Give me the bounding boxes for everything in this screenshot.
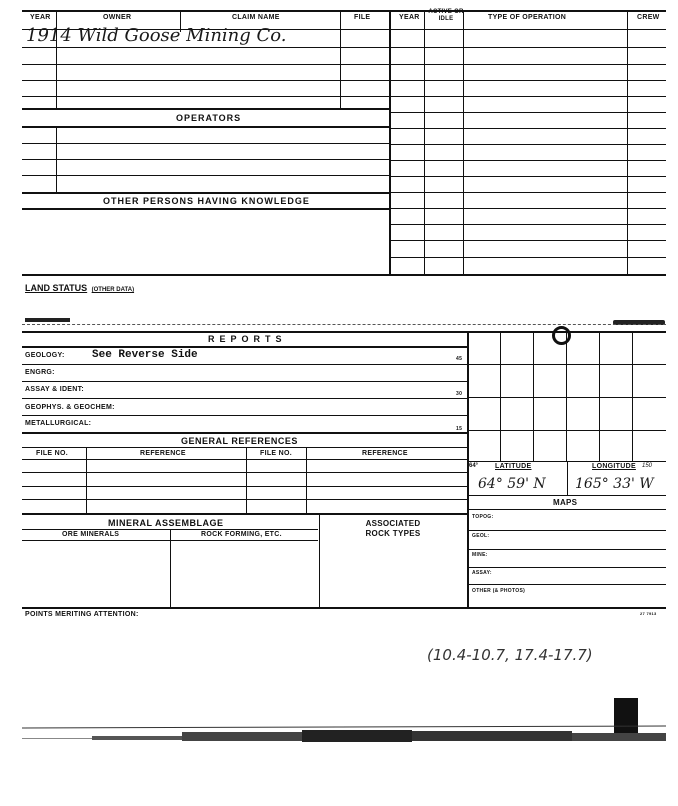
latitude-label: LATITUDE bbox=[495, 463, 532, 470]
latitude-value: 64° 59' N bbox=[478, 476, 546, 492]
row-rule bbox=[468, 567, 666, 568]
ore-minerals-heading: ORE MINERALS bbox=[62, 531, 120, 538]
col-divider bbox=[86, 447, 87, 513]
other-persons-heading: OTHER PERSONS HAVING KNOWLEDGE bbox=[103, 196, 310, 206]
longitude-label: LONGITUDE bbox=[592, 463, 636, 470]
ref-header-file-no: FILE NO. bbox=[36, 450, 68, 457]
report-value-geology: See Reverse Side bbox=[92, 349, 198, 361]
operators-heading: OPERATORS bbox=[176, 113, 242, 123]
row-rule bbox=[468, 549, 666, 550]
row-rule bbox=[390, 128, 666, 129]
associated-rock-types-heading: ASSOCIATED ROCK TYPES bbox=[365, 519, 421, 538]
section-bottom-rule bbox=[22, 607, 666, 609]
map-label-topog: TOPOG: bbox=[472, 514, 494, 520]
map-label-assay: ASSAY: bbox=[472, 570, 492, 576]
col-divider bbox=[567, 461, 568, 495]
header-year: YEAR bbox=[30, 14, 51, 21]
header-claim-name: CLAIM NAME bbox=[232, 14, 280, 21]
row-rule bbox=[390, 96, 666, 97]
row-rule bbox=[22, 398, 468, 399]
header-crew: CREW bbox=[637, 14, 660, 21]
operators-rule bbox=[22, 126, 390, 128]
col-divider bbox=[340, 10, 341, 108]
circle-mark-icon bbox=[552, 326, 571, 345]
row-rule bbox=[468, 495, 666, 496]
row-rule bbox=[390, 257, 666, 258]
row-rule bbox=[468, 584, 666, 585]
row-rule bbox=[22, 459, 468, 460]
row-rule bbox=[22, 64, 390, 65]
reports-heading: REPORTS bbox=[208, 334, 287, 344]
col-divider bbox=[246, 447, 247, 513]
row-rule bbox=[468, 530, 666, 531]
row-rule bbox=[22, 415, 468, 416]
col-divider bbox=[463, 10, 464, 274]
mineral-assemblage-heading: MINERAL ASSEMBLAGE bbox=[108, 518, 224, 528]
reports-title-rule bbox=[22, 346, 468, 348]
row-rule bbox=[22, 472, 468, 473]
report-label-engrg: ENGRG: bbox=[25, 369, 55, 376]
report-label-assay: ASSAY & IDENT: bbox=[25, 386, 85, 393]
rock-forming-heading: ROCK FORMING, ETC. bbox=[201, 531, 282, 538]
row-rule bbox=[22, 513, 468, 515]
row-rule bbox=[22, 47, 390, 48]
top-border bbox=[22, 10, 666, 12]
row-rule bbox=[22, 499, 468, 500]
map-label-geol: GEOL: bbox=[472, 533, 490, 539]
lon-suffix: 150 bbox=[642, 463, 653, 469]
report-label-geophys: GEOPHYS. & GEOCHEM: bbox=[25, 404, 115, 411]
land-status-label: LAND STATUS bbox=[25, 283, 88, 293]
row-rule bbox=[390, 64, 666, 65]
ref-header-reference-2: REFERENCE bbox=[362, 450, 408, 457]
pencil-note: (10.4-10.7, 17.4-17.7) bbox=[427, 646, 593, 664]
row-rule bbox=[390, 208, 666, 209]
lat-prefix: 64° bbox=[469, 463, 479, 469]
general-references-heading: GENERAL REFERENCES bbox=[181, 436, 298, 446]
row-rule bbox=[22, 447, 468, 448]
land-status-sublabel: (OTHER DATA) bbox=[91, 287, 135, 293]
row-rule bbox=[390, 144, 666, 145]
row-rule bbox=[22, 432, 468, 434]
header-file: FILE bbox=[354, 14, 371, 21]
scan-noise-svg bbox=[22, 722, 666, 746]
row-rule bbox=[390, 176, 666, 177]
col-divider bbox=[627, 10, 628, 274]
header-owner: OWNER bbox=[103, 14, 132, 21]
grid-line bbox=[632, 331, 633, 461]
row-rule bbox=[22, 143, 390, 144]
row-rule bbox=[22, 96, 390, 97]
header-year-2: YEAR bbox=[399, 14, 420, 21]
ref-header-file-no-2: FILE NO. bbox=[260, 450, 292, 457]
grid-line bbox=[468, 397, 666, 398]
table-bottom-rule bbox=[22, 274, 666, 276]
grid-line bbox=[599, 331, 600, 461]
row-rule bbox=[390, 160, 666, 161]
scan-noise-band bbox=[22, 722, 666, 746]
row-rule bbox=[22, 364, 468, 365]
report-number: 15 bbox=[456, 426, 463, 432]
col-divider-main bbox=[467, 331, 469, 607]
header-type-of-operation: TYPE OF OPERATION bbox=[488, 14, 567, 21]
row-rule bbox=[22, 381, 468, 382]
row-rule bbox=[22, 192, 390, 194]
col-divider bbox=[306, 447, 307, 513]
grid-line bbox=[468, 364, 666, 365]
row-rule bbox=[390, 112, 666, 113]
report-label-geology: GEOLOGY: bbox=[25, 352, 65, 359]
longitude-value: 165° 33' W bbox=[575, 476, 654, 492]
scan-mark bbox=[25, 318, 70, 322]
row-rule bbox=[390, 192, 666, 193]
row-rule bbox=[468, 509, 666, 510]
row-rule bbox=[390, 240, 666, 241]
grid-line bbox=[566, 331, 567, 461]
first-owner-entry: 1914 Wild Goose Mining Co. bbox=[26, 25, 287, 46]
report-number: 45 bbox=[456, 356, 463, 362]
col-divider bbox=[319, 513, 320, 607]
map-label-other: OTHER (& PHOTOS) bbox=[472, 588, 526, 594]
form-code: 27 7913 bbox=[640, 611, 657, 616]
row-rule bbox=[22, 108, 390, 110]
col-divider-main bbox=[389, 10, 391, 274]
ref-header-reference: REFERENCE bbox=[140, 450, 186, 457]
row-rule bbox=[390, 47, 666, 48]
grid-line bbox=[533, 331, 534, 461]
row-rule bbox=[390, 80, 666, 81]
points-meriting-label: POINTS MERITING ATTENTION: bbox=[25, 611, 139, 618]
row-rule bbox=[22, 486, 468, 487]
col-divider bbox=[170, 529, 171, 607]
grid-line bbox=[500, 331, 501, 461]
row-rule bbox=[22, 159, 390, 160]
row-rule bbox=[22, 175, 390, 176]
land-status bbox=[25, 278, 134, 296]
row-rule bbox=[22, 208, 390, 210]
faint-rule bbox=[22, 324, 666, 325]
maps-heading: MAPS bbox=[553, 498, 578, 507]
grid-line bbox=[468, 430, 666, 431]
map-label-mine: MINE: bbox=[472, 552, 488, 558]
report-number: 30 bbox=[456, 391, 463, 397]
header-active-idle: ACTIVE OR IDLE bbox=[428, 9, 464, 22]
row-rule bbox=[390, 224, 666, 225]
row-rule bbox=[22, 80, 390, 81]
report-label-metallurgical: METALLURGICAL: bbox=[25, 420, 92, 427]
col-divider bbox=[424, 10, 425, 274]
